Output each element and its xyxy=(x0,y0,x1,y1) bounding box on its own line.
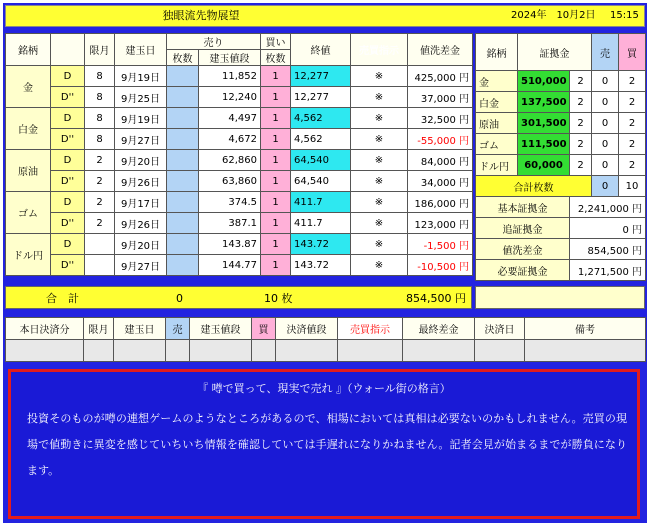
side-row xyxy=(476,113,646,134)
limit-cell: 8 xyxy=(85,66,115,87)
type-cell: D'' xyxy=(51,129,85,150)
buy-count-cell[interactable]: 1 xyxy=(261,66,291,87)
date-cell: 9月20日 xyxy=(115,150,167,171)
date-cell: 9月26日 xyxy=(115,213,167,234)
summary-value: 0 円 xyxy=(570,218,646,239)
price-cell: 62,860 xyxy=(199,150,261,171)
buy-count-cell[interactable]: 1 xyxy=(261,192,291,213)
sell-count-cell[interactable] xyxy=(167,192,199,213)
margin-count-cell: 2 xyxy=(570,71,592,92)
diff-cell: -10,500 円 xyxy=(408,255,473,276)
settle-col-header: 買 xyxy=(252,318,276,340)
close-cell: 4,562 xyxy=(291,108,351,129)
table-row xyxy=(6,129,473,150)
close-cell: 64,540 xyxy=(291,150,351,171)
summary-label: 必要証拠金 xyxy=(476,260,570,281)
col-sell-count: 枚数 xyxy=(167,50,199,66)
col-brand: 銘柄 xyxy=(6,34,51,66)
date-cell: 9月19日 xyxy=(115,66,167,87)
side-row xyxy=(476,92,646,113)
diff-cell: 186,000 円 xyxy=(408,192,473,213)
signal-cell[interactable]: ※ xyxy=(351,234,408,255)
diff-cell: 37,000 円 xyxy=(408,87,473,108)
diff-cell: 425,000 円 xyxy=(408,66,473,87)
settle-col-header: 建玉値段 xyxy=(190,318,252,340)
diff-cell: 123,000 円 xyxy=(408,213,473,234)
side-brand-cell: 原油 xyxy=(476,113,518,134)
close-cell: 12,277 xyxy=(291,87,351,108)
positions-table xyxy=(5,33,473,276)
signal-cell[interactable]: ※ xyxy=(351,192,408,213)
summary-label: 追証拠金 xyxy=(476,218,570,239)
settle-cell[interactable] xyxy=(84,340,114,362)
quote-panel xyxy=(8,369,640,519)
signal-cell[interactable]: ※ xyxy=(351,213,408,234)
title-bar xyxy=(5,5,645,27)
price-cell: 63,860 xyxy=(199,171,261,192)
buy-count-cell[interactable]: 1 xyxy=(261,150,291,171)
settle-col-header: 最終差金 xyxy=(403,318,475,340)
brand-cell: 原油 xyxy=(6,150,51,192)
side-buy-cell: 2 xyxy=(619,134,646,155)
settle-cell[interactable] xyxy=(166,340,190,362)
limit-cell: 2 xyxy=(85,150,115,171)
side-row xyxy=(476,134,646,155)
settle-cell[interactable] xyxy=(276,340,338,362)
side-brand-cell: ゴム xyxy=(476,134,518,155)
price-cell: 143.87 xyxy=(199,234,261,255)
date-cell: 9月17日 xyxy=(115,192,167,213)
date-cell: 9月26日 xyxy=(115,171,167,192)
side-buy-cell: 2 xyxy=(619,155,646,176)
limit-cell: 8 xyxy=(85,87,115,108)
col-limit: 限月 xyxy=(85,34,115,66)
close-cell: 4,562 xyxy=(291,129,351,150)
side-total-buy: 10 xyxy=(619,176,646,197)
settle-cell[interactable] xyxy=(475,340,525,362)
type-cell: D xyxy=(51,66,85,87)
date-cell: 9月27日 xyxy=(115,129,167,150)
side-buy-cell: 2 xyxy=(619,113,646,134)
settle-cell[interactable] xyxy=(403,340,475,362)
signal-cell[interactable]: ※ xyxy=(351,171,408,192)
side-total-label: 合計枚数 xyxy=(476,176,592,197)
price-cell: 374.5 xyxy=(199,192,261,213)
col-price: 建玉値段 xyxy=(199,50,261,66)
table-row xyxy=(6,171,473,192)
type-cell: D xyxy=(51,108,85,129)
margin-cell: 111,500 xyxy=(518,134,570,155)
total-diff: 854,500 円 xyxy=(406,292,466,305)
buy-count-cell[interactable]: 1 xyxy=(261,87,291,108)
date-cell: 9月25日 xyxy=(115,87,167,108)
side-row xyxy=(476,155,646,176)
limit-cell: 2 xyxy=(85,171,115,192)
brand-cell: ゴム xyxy=(6,192,51,234)
settle-cell[interactable] xyxy=(338,340,403,362)
limit-cell: 2 xyxy=(85,213,115,234)
sell-count-cell[interactable] xyxy=(167,66,199,87)
side-brand-cell: 白金 xyxy=(476,92,518,113)
side-col-brand: 銘柄 xyxy=(476,34,518,71)
buy-count-cell[interactable]: 1 xyxy=(261,108,291,129)
settle-col-header: 本日決済分 xyxy=(6,318,84,340)
side-footer xyxy=(475,286,645,309)
price-cell: 4,672 xyxy=(199,129,261,150)
total-row xyxy=(5,286,472,309)
side-total-row xyxy=(476,176,646,197)
limit-cell: 8 xyxy=(85,129,115,150)
limit-cell xyxy=(85,234,115,255)
settle-col-header: 売 xyxy=(166,318,190,340)
margin-cell: 510,000 xyxy=(518,71,570,92)
col-sell: 売り xyxy=(167,34,261,50)
side-buy-cell: 2 xyxy=(619,71,646,92)
summary-row xyxy=(476,197,646,218)
signal-cell[interactable]: ※ xyxy=(351,129,408,150)
close-cell: 64,540 xyxy=(291,171,351,192)
type-cell: D'' xyxy=(51,213,85,234)
side-total-sell: 0 xyxy=(592,176,619,197)
quote-title: 『 噂で買って、現実で売れ 』（ウォール街の格言） xyxy=(197,382,451,395)
buy-count-cell[interactable]: 1 xyxy=(261,213,291,234)
limit-cell: 2 xyxy=(85,192,115,213)
sell-count-cell[interactable] xyxy=(167,171,199,192)
close-cell: 411.7 xyxy=(291,213,351,234)
buy-count-cell[interactable]: 1 xyxy=(261,171,291,192)
signal-cell[interactable]: ※ xyxy=(351,66,408,87)
signal-cell[interactable]: ※ xyxy=(351,108,408,129)
table-row xyxy=(6,255,473,276)
price-cell: 12,240 xyxy=(199,87,261,108)
table-row xyxy=(6,192,473,213)
price-cell: 4,497 xyxy=(199,108,261,129)
total-buy: 10 枚 xyxy=(264,292,293,305)
summary-label: 基本証拠金 xyxy=(476,197,570,218)
settlement-table xyxy=(5,317,646,362)
margin-count-cell: 2 xyxy=(570,92,592,113)
sell-count-cell[interactable] xyxy=(167,108,199,129)
buy-count-cell[interactable]: 1 xyxy=(261,234,291,255)
side-col-sell: 売 xyxy=(592,34,619,71)
sell-count-cell[interactable] xyxy=(167,213,199,234)
table-row xyxy=(6,234,473,255)
col-diff: 値洗差金 xyxy=(408,34,473,66)
col-type xyxy=(51,34,85,66)
total-label: 合 計 xyxy=(46,292,79,305)
col-buy-count: 枚数 xyxy=(261,50,291,66)
summary-value: 2,241,000 円 xyxy=(570,197,646,218)
date-cell: 9月20日 xyxy=(115,234,167,255)
report-date: 2024年 10月2日 xyxy=(511,10,596,21)
summary-row xyxy=(476,239,646,260)
diff-cell: 84,000 円 xyxy=(408,150,473,171)
signal-cell[interactable]: ※ xyxy=(351,150,408,171)
table-row xyxy=(6,66,473,87)
price-cell: 11,852 xyxy=(199,66,261,87)
settle-col-header: 限月 xyxy=(84,318,114,340)
signal-header-button[interactable]: 売買指示 xyxy=(351,34,408,66)
type-cell: D xyxy=(51,234,85,255)
diff-cell: -55,000 円 xyxy=(408,129,473,150)
table-row xyxy=(6,87,473,108)
signal-cell[interactable]: ※ xyxy=(351,87,408,108)
side-col-buy: 買 xyxy=(619,34,646,71)
limit-cell xyxy=(85,255,115,276)
limit-cell: 8 xyxy=(85,108,115,129)
brand-cell: 白金 xyxy=(6,108,51,150)
diff-cell: -1,500 円 xyxy=(408,234,473,255)
date-cell: 9月19日 xyxy=(115,108,167,129)
diff-cell: 32,500 円 xyxy=(408,108,473,129)
side-sell-cell: 0 xyxy=(592,92,619,113)
settle-cell[interactable] xyxy=(252,340,276,362)
type-cell: D'' xyxy=(51,87,85,108)
sell-count-cell[interactable] xyxy=(167,150,199,171)
settle-cell[interactable] xyxy=(6,340,84,362)
sell-count-cell[interactable] xyxy=(167,87,199,108)
close-cell: 143.72 xyxy=(291,234,351,255)
settle-col-header: 決済値段 xyxy=(276,318,338,340)
table-row xyxy=(6,213,473,234)
type-cell: D xyxy=(51,192,85,213)
summary-row xyxy=(476,218,646,239)
margin-cell: 301,500 xyxy=(518,113,570,134)
side-sell-cell: 0 xyxy=(592,113,619,134)
margin-cell: 60,000 xyxy=(518,155,570,176)
margin-count-cell: 2 xyxy=(570,155,592,176)
side-brand-cell: ドル円 xyxy=(476,155,518,176)
signal-cell[interactable]: ※ xyxy=(351,255,408,276)
close-cell: 411.7 xyxy=(291,192,351,213)
settle-col-header: 建玉日 xyxy=(114,318,166,340)
side-sell-cell: 0 xyxy=(592,71,619,92)
price-cell: 387.1 xyxy=(199,213,261,234)
side-brand-cell: 金 xyxy=(476,71,518,92)
table-row xyxy=(6,108,473,129)
type-cell: D'' xyxy=(51,255,85,276)
quote-body: 投資そのものが噂の連想ゲームのようなところがあるので、相場においては真相は必要ないのかもしれません。売買の現場で値動きに異変を感じていちいち情報を確認していては手遅れになりかねません。記者会見が始まるまでが勝負になります。 xyxy=(27,412,627,477)
side-sell-cell: 0 xyxy=(592,134,619,155)
sell-count-cell[interactable] xyxy=(167,234,199,255)
report-time: 15:15 xyxy=(610,10,639,21)
buy-count-cell[interactable]: 1 xyxy=(261,129,291,150)
price-cell: 144.77 xyxy=(199,255,261,276)
col-buy: 買い xyxy=(261,34,291,50)
brand-cell: ドル円 xyxy=(6,234,51,276)
date-cell: 9月27日 xyxy=(115,255,167,276)
side-col-margin: 証拠金 xyxy=(518,34,592,71)
summary-row xyxy=(476,260,646,281)
settle-col-header: 備考 xyxy=(525,318,646,340)
close-cell: 12,277 xyxy=(291,66,351,87)
settle-cell[interactable] xyxy=(114,340,166,362)
settle-cell[interactable] xyxy=(525,340,646,362)
settle-col-header: 決済日 xyxy=(475,318,525,340)
sell-count-cell[interactable] xyxy=(167,129,199,150)
type-cell: D xyxy=(51,150,85,171)
margin-count-cell: 2 xyxy=(570,134,592,155)
side-buy-cell: 2 xyxy=(619,92,646,113)
sell-count-cell[interactable] xyxy=(167,255,199,276)
total-sell: 0 xyxy=(176,292,183,305)
margin-cell: 137,500 xyxy=(518,92,570,113)
summary-value: 854,500 円 xyxy=(570,239,646,260)
type-cell: D'' xyxy=(51,171,85,192)
side-sell-cell: 0 xyxy=(592,155,619,176)
settle-col-header: 売買指示 xyxy=(338,318,403,340)
buy-count-cell[interactable]: 1 xyxy=(261,255,291,276)
summary-label: 値洗差金 xyxy=(476,239,570,260)
page-title: 独眼流先物展望 xyxy=(162,9,240,22)
col-close: 終値 xyxy=(291,34,351,66)
diff-cell: 34,000 円 xyxy=(408,171,473,192)
margin-table xyxy=(475,33,646,281)
margin-count-cell: 2 xyxy=(570,113,592,134)
close-cell: 143.72 xyxy=(291,255,351,276)
table-row xyxy=(6,150,473,171)
col-date: 建玉日 xyxy=(115,34,167,66)
summary-value: 1,271,500 円 xyxy=(570,260,646,281)
side-row xyxy=(476,71,646,92)
brand-cell: 金 xyxy=(6,66,51,108)
settle-cell[interactable] xyxy=(190,340,252,362)
